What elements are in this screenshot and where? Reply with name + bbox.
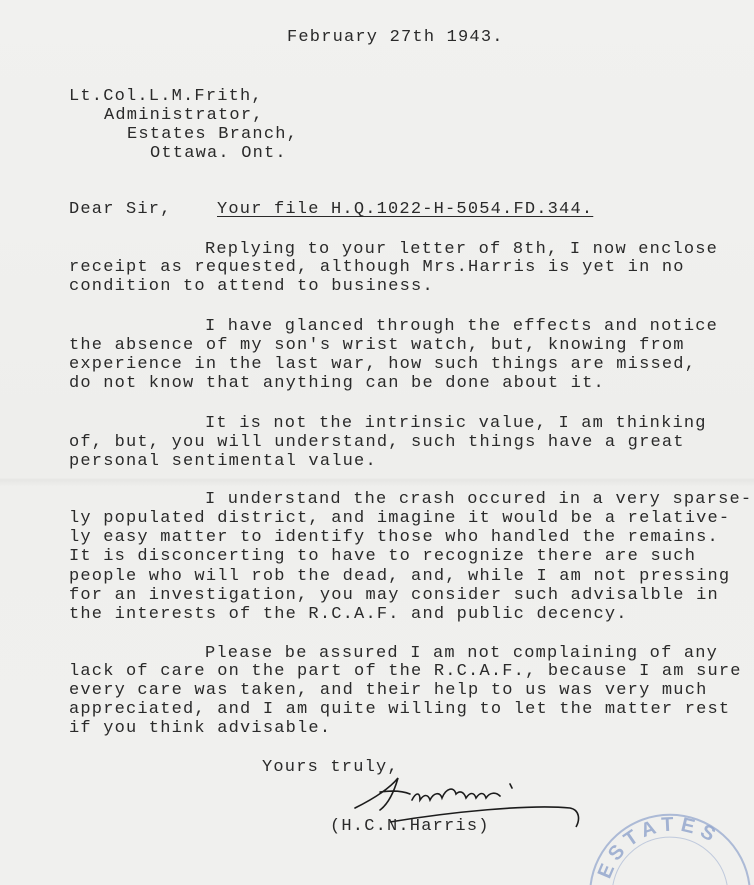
address-line: Ottawa. Ont. [150,144,287,163]
address-line: Administrator, [104,106,264,125]
text-line: every care was taken, and their help to us was very much [69,681,708,700]
text-line: of, but, you will understand, such things have a great [69,433,685,452]
text-line: personal sentimental value. [69,452,377,471]
text-line: condition to attend to business. [69,277,434,296]
text-line: lack of care on the part of the R.C.A.F., because I am sure [69,662,742,681]
salutation: Dear Sir, [69,200,172,219]
address-line: Lt.Col.L.M.Frith, [69,87,263,106]
text-line: appreciated, and I am quite willing to let the matter rest [69,700,731,719]
address-line: Estates Branch, [127,125,299,144]
text-line: I have glanced through the effects and notice [205,317,719,336]
text-line: do not know that anything can be done about it. [69,374,605,393]
letter-date: February 27th 1943. [287,28,504,47]
text-line: the absence of my son's wrist watch, but, knowing from [69,336,685,355]
text-line: receipt as requested, although Mrs.Harris is yet in no [69,258,685,277]
text-line: ly populated district, and imagine it would be a relative- [69,509,731,528]
text-line: Please be assured I am not complaining of any [205,644,719,663]
text-line: if you think advisable. [69,719,332,738]
text-line: It is disconcerting to have to recognize there are such [69,547,697,566]
text-line: the interests of the R.C.A.F. and public decency. [69,605,628,624]
text-line: Replying to your letter of 8th, I now enclose [205,240,719,259]
file-reference: Your file H.Q.1022-H-5054.FD.344. [217,200,594,219]
closing: Yours truly, [262,758,399,777]
svg-text:ESTATES: ESTATES [593,813,725,882]
estates-branch-stamp [570,800,754,885]
signature-name: (H.C.N.Harris) [330,817,490,836]
text-line: It is not the intrinsic value, I am thinking [205,414,707,433]
text-line: experience in the last war, how such things are missed, [69,355,697,374]
text-line: I understand the crash occured in a very sparse- [205,490,753,509]
text-line: people who will rob the dead, and, while I am not pressing [69,567,731,586]
text-line: ly easy matter to identify those who handled the remains. [69,528,719,547]
text-line: for an investigation, you may consider such advisalble in [69,586,719,605]
